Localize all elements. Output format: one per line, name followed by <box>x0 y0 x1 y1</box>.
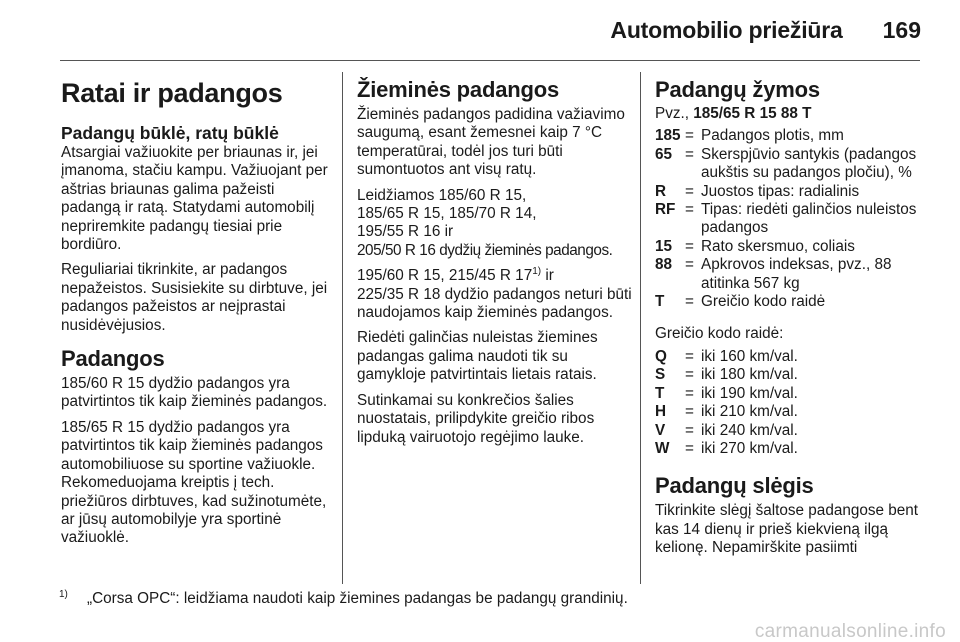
text: ir <box>541 267 554 285</box>
footnote-text: „Corsa OPC“: leidžiama naudoti kaip žiemines padangas be padangų grandinių. <box>87 590 628 607</box>
paragraph: Riedėti galinčias nuleistas žiemines padangas galima naudoti tik su gamykloje patvirtintais lietais ratais. <box>357 329 598 384</box>
heading-winter-tyres: Žieminės padangos <box>357 77 559 102</box>
speed-code-equals: = <box>685 347 694 365</box>
column-3 <box>655 72 925 565</box>
definition-key: R <box>655 182 667 200</box>
heading-tyres: Padangos <box>61 346 165 372</box>
speed-code-list <box>655 348 925 458</box>
definition-key: 15 <box>655 237 673 255</box>
paragraph: Atsargiai važiuokite per briaunas ir, jei įmanoma, stačiu kampu. Važiuojant per aštrias briaunas galima pažeisti padangą ir ratą. Statydami automobilį nepriremkite padangų tiesiai prie bordiūro. <box>61 144 328 254</box>
speed-code-key: V <box>655 421 666 439</box>
definition-key: RF <box>655 201 676 219</box>
example-line <box>655 105 925 123</box>
speed-code-key: S <box>655 366 666 384</box>
paragraph: 185/60 R 15 dydžio padangos yra patvirtintos tik kaip žieminės padangos. <box>61 375 328 411</box>
paragraph: 185/65 R 15 dydžio padangos yra patvirtintos tik kaip žieminės padangos automobiliuose su sportine važiuokle. Rekomeduojama kreiptis į tech. priežiūros dirbtuves, kad sužinotumėte, ar jūsų automobilyje yra sportinė važiuoklė. <box>61 418 327 547</box>
text: 225/35 R 18 dydžio padangos neturi būti naudojamos kaip žieminės padangos. <box>357 285 632 322</box>
speed-code-key: W <box>655 439 670 457</box>
line: Leidžiamos 185/60 R 15, <box>357 186 527 204</box>
speed-code-intro: Greičio kodo raidė: <box>655 325 784 343</box>
line: 195/55 R 16 ir <box>357 223 454 241</box>
definition-key: 88 <box>655 256 673 274</box>
definition-equals: = <box>685 256 694 274</box>
example-prefix: Pvz., <box>655 105 694 122</box>
speed-code-key: H <box>655 403 667 421</box>
paragraph-not-allowed-sizes <box>357 267 637 322</box>
line: 205/50 R 16 dydžių žieminės padangos. <box>357 241 613 259</box>
example-code: 185/65 R 15 88 T <box>693 105 812 122</box>
paragraph: Sutinkamai su konkrečios šalies nuostatais, prilipdykite greičio ribos lipduką vairuotojo regėjimo lauke. <box>357 391 595 446</box>
definition-key: 185 <box>655 127 681 145</box>
definition-value: Greičio kodo raidė <box>701 293 826 311</box>
definition-key: 65 <box>655 145 673 163</box>
definition-value: Juostos tipas: radialinis <box>701 182 860 200</box>
page-number: 169 <box>882 16 921 43</box>
speed-code-key: Q <box>655 347 667 365</box>
speed-code-equals: = <box>685 384 694 402</box>
definition-equals: = <box>685 201 694 219</box>
heading-wheels-tyres: Ratai ir padangos <box>61 78 283 108</box>
paragraph-allowed-sizes <box>357 187 637 261</box>
definition-key: T <box>655 293 665 311</box>
speed-code-equals: = <box>685 439 694 457</box>
header-divider <box>60 60 920 61</box>
speed-code-value: iki 270 km/val. <box>701 439 798 457</box>
speed-code-key: T <box>655 384 665 402</box>
heading-tyre-markings: Padangų žymos <box>655 77 820 102</box>
definition-equals: = <box>685 182 694 200</box>
definition-equals: = <box>685 237 694 255</box>
paragraph: Tikrinkite slėgį šaltose padangose bent kas 14 dienų ir prieš kiekvieną ilgą kelionę. Nepamirškite pasiimti <box>655 502 919 557</box>
speed-code-value: iki 240 km/val. <box>701 421 798 439</box>
speed-code-value: iki 190 km/val. <box>701 384 798 402</box>
definition-equals: = <box>685 127 694 145</box>
tyre-code-definitions <box>655 127 925 311</box>
definition-value: Rato skersmuo, coliais <box>701 237 855 255</box>
column-divider-2 <box>640 72 641 584</box>
footnote-ref: 1) <box>532 266 542 278</box>
heading-tyre-pressure: Padangų slėgis <box>655 473 814 499</box>
speed-code-value: iki 180 km/val. <box>701 366 798 384</box>
subheading-tyre-condition: Padangų būklė, ratų būklė <box>61 123 279 143</box>
definition-value: Skerspjūvio santykis (padangos aukštis su padangos pločiu), % <box>701 145 917 182</box>
definition-equals: = <box>685 145 694 163</box>
speed-code-equals: = <box>685 366 694 384</box>
speed-code-equals: = <box>685 403 694 421</box>
definition-equals: = <box>685 293 694 311</box>
page-header <box>610 14 921 46</box>
definition-value: Apkrovos indeksas, pvz., 88 atitinka 567 kg <box>701 256 892 292</box>
column-2 <box>357 72 637 454</box>
definition-value: Padangos plotis, mm <box>701 127 844 145</box>
speed-code-equals: = <box>685 421 694 439</box>
footnote <box>59 589 628 609</box>
definition-value: Tipas: riedėti galinčios nuleistos padangos <box>701 201 917 237</box>
text: 195/60 R 15, 215/45 R 17 <box>357 267 533 285</box>
line: 185/65 R 15, 185/70 R 14, <box>357 205 537 223</box>
column-1 <box>61 72 331 555</box>
watermark: carmanualsonline.info <box>754 621 946 642</box>
section-title: Automobilio priežiūra <box>610 16 843 43</box>
paragraph: Žieminės padangos padidina važiavimo saugumą, esant žemesnei kaip 7 °C temperatūrai, todėl jos turi būti sumontuotos ant visų ratų. <box>357 106 625 179</box>
speed-code-value: iki 210 km/val. <box>701 403 798 421</box>
footnote-mark: 1) <box>59 589 68 600</box>
speed-code-value: iki 160 km/val. <box>701 347 798 365</box>
column-divider-1 <box>342 72 343 584</box>
paragraph: Reguliariai tikrinkite, ar padangos nepažeistos. Susisiekite su dirbtuve, jei padangos pažeistos ar neįprastai nusidėvėjusios. <box>61 261 328 334</box>
